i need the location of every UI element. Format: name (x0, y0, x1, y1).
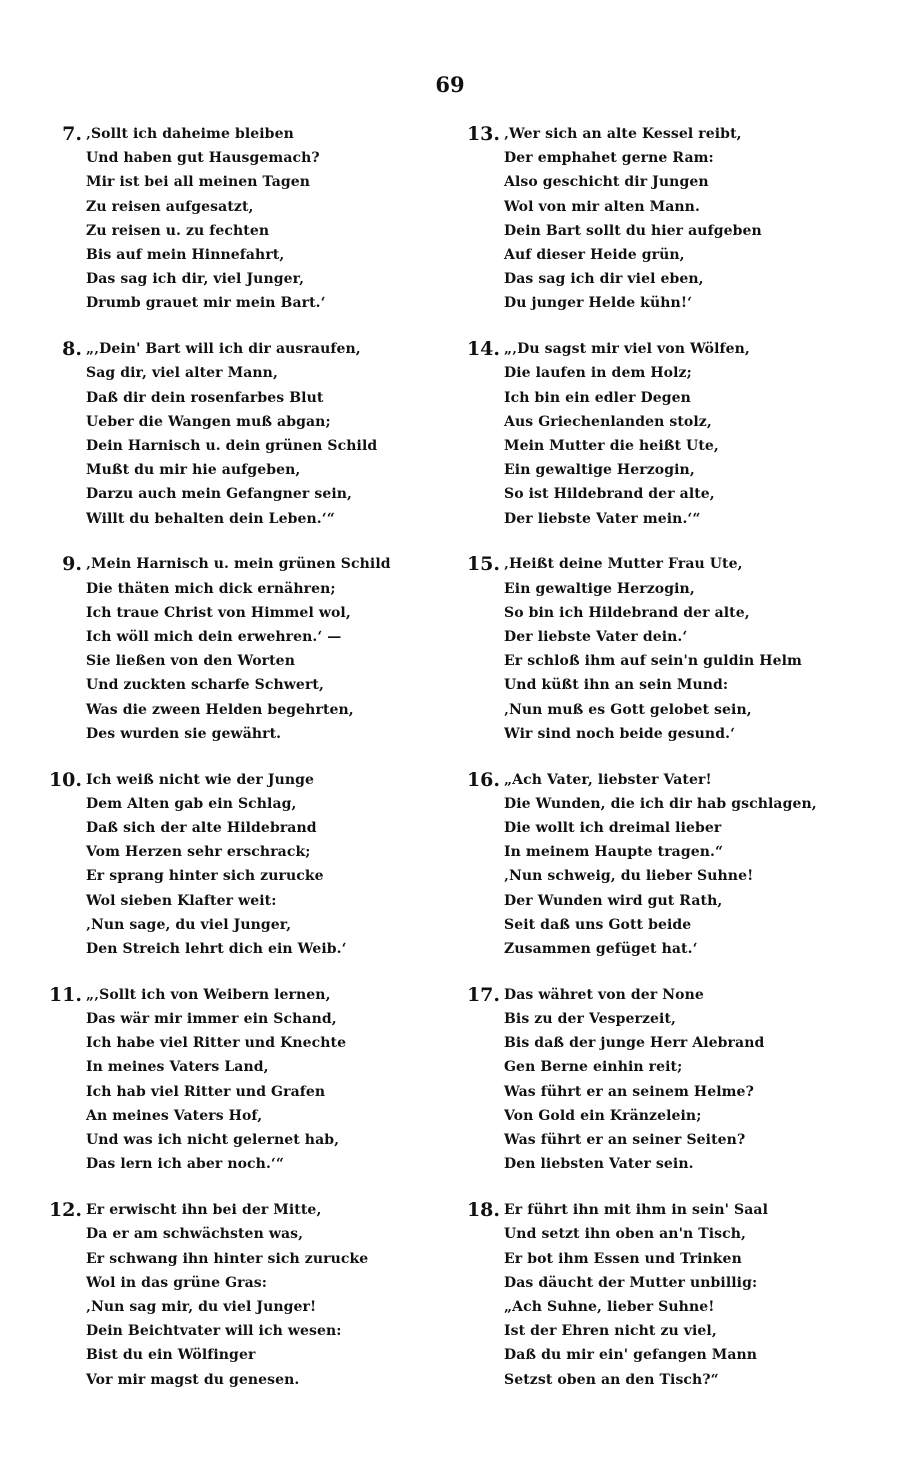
verse-line: Des wurden sie gewährt. (86, 725, 282, 742)
verse-line: Gen Berne einhin reit; (504, 1059, 683, 1076)
verse-line: Wol in das grüne Gras: (86, 1274, 268, 1291)
stanza-number: 13. (466, 123, 500, 145)
verse-line: Was führt er an seiner Seiten? (504, 1132, 746, 1149)
verse-line: Und setzt ihn oben an'n Tisch, (504, 1226, 747, 1243)
verse-line: Und haben gut Hausgemach? (86, 150, 320, 167)
verse-line: Bis auf mein Hinnefahrt, (86, 247, 285, 264)
stanza-number: 17. (466, 983, 500, 1006)
stanza (444, 983, 864, 1177)
verse-line: Und was ich nicht gelernet hab, (86, 1132, 340, 1149)
verse-line: Das sag ich dir, viel Junger, (86, 271, 305, 288)
verse-line: Das lern ich aber noch.‘“ (86, 1156, 285, 1173)
verse-line: Was führt er an seinem Helme? (504, 1083, 754, 1100)
verse-line: „Ach Vater, liebster Vater! (504, 771, 712, 788)
stanza-number: 9. (62, 553, 82, 576)
verse-line: „‚Du sagst mir viel von Wölfen, (504, 341, 750, 358)
verse-line: Ein gewaltige Herzogin, (504, 462, 695, 479)
verse-line: ‚Heißt deine Mutter Frau Ute, (504, 556, 743, 573)
verse-line: Seit daß uns Gott beide (504, 916, 692, 933)
verse-line: Der liebste Vater mein.‘“ (504, 510, 701, 527)
stanza (26, 122, 446, 316)
verse-line: Was die zween Helden begehrten, (86, 701, 354, 718)
verse-line: Die laufen in dem Holz; (504, 365, 692, 382)
verse-line: Die thäten mich dick ernähren; (86, 580, 336, 597)
verse-line: Ich weiß nicht wie der Junge (86, 771, 315, 788)
stanza-number: 7. (62, 123, 82, 145)
verse-line: Er schwang ihn hinter sich zurucke (86, 1250, 369, 1267)
stanza (26, 337, 446, 531)
verse-line: „‚Sollt ich von Weibern lernen, (86, 986, 331, 1003)
verse-line: Bist du ein Wölfinger (86, 1347, 256, 1364)
verse-line: In meinem Haupte tragen.“ (504, 844, 724, 861)
verse-line: Wir sind noch beide gesund.‘ (504, 725, 736, 742)
verse-line: ‚Mein Harnisch u. mein grünen Schild (86, 556, 391, 573)
verse-line: Zusammen gefüget hat.‘ (504, 941, 698, 958)
stanza (444, 337, 864, 531)
verse-line: Mir ist bei all meinen Tagen (86, 174, 311, 191)
page-number: 69 (435, 72, 465, 97)
verse-line: Mein Mutter die heißt Ute, (504, 438, 719, 455)
verse-line: Ich habe viel Ritter und Knechte (86, 1035, 347, 1052)
verse-line: ‚Nun muß es Gott gelobet sein, (504, 701, 752, 718)
verse-line: Bis zu der Vesperzeit, (504, 1011, 677, 1028)
verse-line: Das währet von der None (504, 986, 704, 1003)
verse-line: Er schloß ihm auf sein'n guldin Helm (504, 653, 802, 670)
verse-line: Setzst oben an den Tisch?“ (504, 1371, 719, 1388)
verse-line: Da er am schwächsten was, (86, 1226, 304, 1243)
stanza (444, 1198, 864, 1392)
verse-line: „Ach Suhne, lieber Suhne! (504, 1298, 715, 1315)
verse-line: Ist der Ehren nicht zu viel, (504, 1323, 717, 1340)
stanza-number: 11. (48, 983, 82, 1006)
verse-line: Ein gewaltige Herzogin, (504, 580, 695, 597)
verse-line: Sag dir, viel alter Mann, (86, 365, 278, 382)
verse-line: ‚Nun schweig, du lieber Suhne! (504, 868, 754, 885)
verse-line: Er sprang hinter sich zurucke (86, 868, 324, 885)
verse-line: Ich wöll mich dein erwehren.‘ — (86, 629, 342, 646)
verse-line: Zu reisen aufgesatzt, (86, 198, 254, 215)
verse-line: Daß sich der alte Hildebrand (86, 820, 317, 837)
verse-line: An meines Vaters Hof, (86, 1107, 263, 1124)
stanza-number: 14. (466, 338, 500, 361)
verse-line: Den Streich lehrt dich ein Weib.‘ (86, 941, 347, 958)
verse-line: „‚Dein' Bart will ich dir ausraufen, (86, 341, 361, 358)
verse-line: Drumb grauet mir mein Bart.‘ (86, 295, 326, 312)
stanza-number: 18. (466, 1199, 500, 1222)
verse-line: Daß dir dein rosenfarbes Blut (86, 389, 324, 406)
verse-line: Auf dieser Heide grün, (504, 247, 685, 264)
stanza (444, 122, 864, 316)
verse-line: ‚Nun sag mir, du viel Junger! (86, 1298, 317, 1315)
verse-line: Also geschicht dir Jungen (504, 174, 709, 191)
verse-line: Das däucht der Mutter unbillig: (504, 1274, 758, 1291)
verse-line: Dein Bart sollt du hier aufgeben (504, 222, 762, 239)
stanza (444, 768, 864, 962)
verse-line: Und küßt ihn an sein Mund: (504, 677, 729, 694)
stanza (26, 552, 446, 746)
verse-line: Ich hab viel Ritter und Grafen (86, 1083, 326, 1100)
verse-line: Ich traue Christ von Himmel wol, (86, 604, 351, 621)
verse-line: Er führt ihn mit ihm in sein' Saal (504, 1202, 769, 1219)
verse-line: Und zuckten scharfe Schwert, (86, 677, 324, 694)
verse-line: Das sag ich dir viel eben, (504, 271, 704, 288)
verse-line: In meines Vaters Land, (86, 1059, 269, 1076)
verse-line: Darzu auch mein Gefangner sein, (86, 486, 353, 503)
verse-line: Vor mir magst du genesen. (86, 1371, 300, 1388)
verse-line: Der liebste Vater dein.‘ (504, 629, 688, 646)
verse-line: Die wollt ich dreimal lieber (504, 820, 722, 837)
verse-line: Dem Alten gab ein Schlag, (86, 795, 297, 812)
stanza-number: 16. (466, 768, 500, 791)
verse-line: Der Wunden wird gut Rath, (504, 892, 723, 909)
verse-line: Daß du mir ein' gefangen Mann (504, 1347, 758, 1364)
verse-line: Dein Beichtvater will ich wesen: (86, 1323, 342, 1340)
verse-line: Bis daß der junge Herr Alebrand (504, 1035, 765, 1052)
verse-line: ‚Wer sich an alte Kessel reibt, (504, 126, 742, 142)
stanza (26, 1198, 446, 1392)
verse-line: ‚Sollt ich daheime bleiben (86, 126, 294, 142)
right-column (444, 122, 864, 1413)
stanza-number: 10. (48, 768, 82, 791)
verse-line: Dein Harnisch u. dein grünen Schild (86, 438, 378, 455)
stanza (26, 768, 446, 962)
stanza (26, 983, 446, 1177)
verse-line: So ist Hildebrand der alte, (504, 486, 715, 503)
verse-line: Du junger Helde kühn!‘ (504, 295, 693, 312)
verse-line: Ich bin ein edler Degen (504, 389, 691, 406)
verse-line: Der emphahet gerne Ram: (504, 150, 714, 167)
verse-line: Ueber die Wangen muß abgan; (86, 413, 331, 430)
stanza-number: 8. (62, 338, 82, 361)
verse-line: Er erwischt ihn bei der Mitte, (86, 1202, 322, 1219)
verse-line: Die Wunden, die ich dir hab gschlagen, (504, 795, 817, 812)
stanza-number: 12. (48, 1199, 82, 1222)
verse-line: Willt du behalten dein Leben.‘“ (86, 510, 335, 527)
verse-line: Wol von mir alten Mann. (504, 198, 700, 215)
verse-line: Wol sieben Klafter weit: (86, 892, 277, 909)
left-column (26, 122, 446, 1413)
verse-line: Das wär mir immer ein Schand, (86, 1011, 337, 1028)
stanza-number: 15. (466, 553, 500, 576)
verse-line: Zu reisen u. zu fechten (86, 222, 270, 239)
verse-line: So bin ich Hildebrand der alte, (504, 604, 750, 621)
verse-line: Aus Griechenlanden stolz, (504, 413, 712, 430)
verse-line: Mußt du mir hie aufgeben, (86, 462, 301, 479)
verse-line: Sie ließen von den Worten (86, 653, 295, 670)
verse-line: Er bot ihm Essen und Trinken (504, 1250, 742, 1267)
stanza (444, 552, 864, 746)
verse-line: Von Gold ein Kränzelein; (504, 1107, 702, 1124)
verse-line: Vom Herzen sehr erschrack; (86, 844, 311, 861)
verse-line: ‚Nun sage, du viel Junger, (86, 916, 292, 933)
verse-line: Den liebsten Vater sein. (504, 1156, 694, 1173)
